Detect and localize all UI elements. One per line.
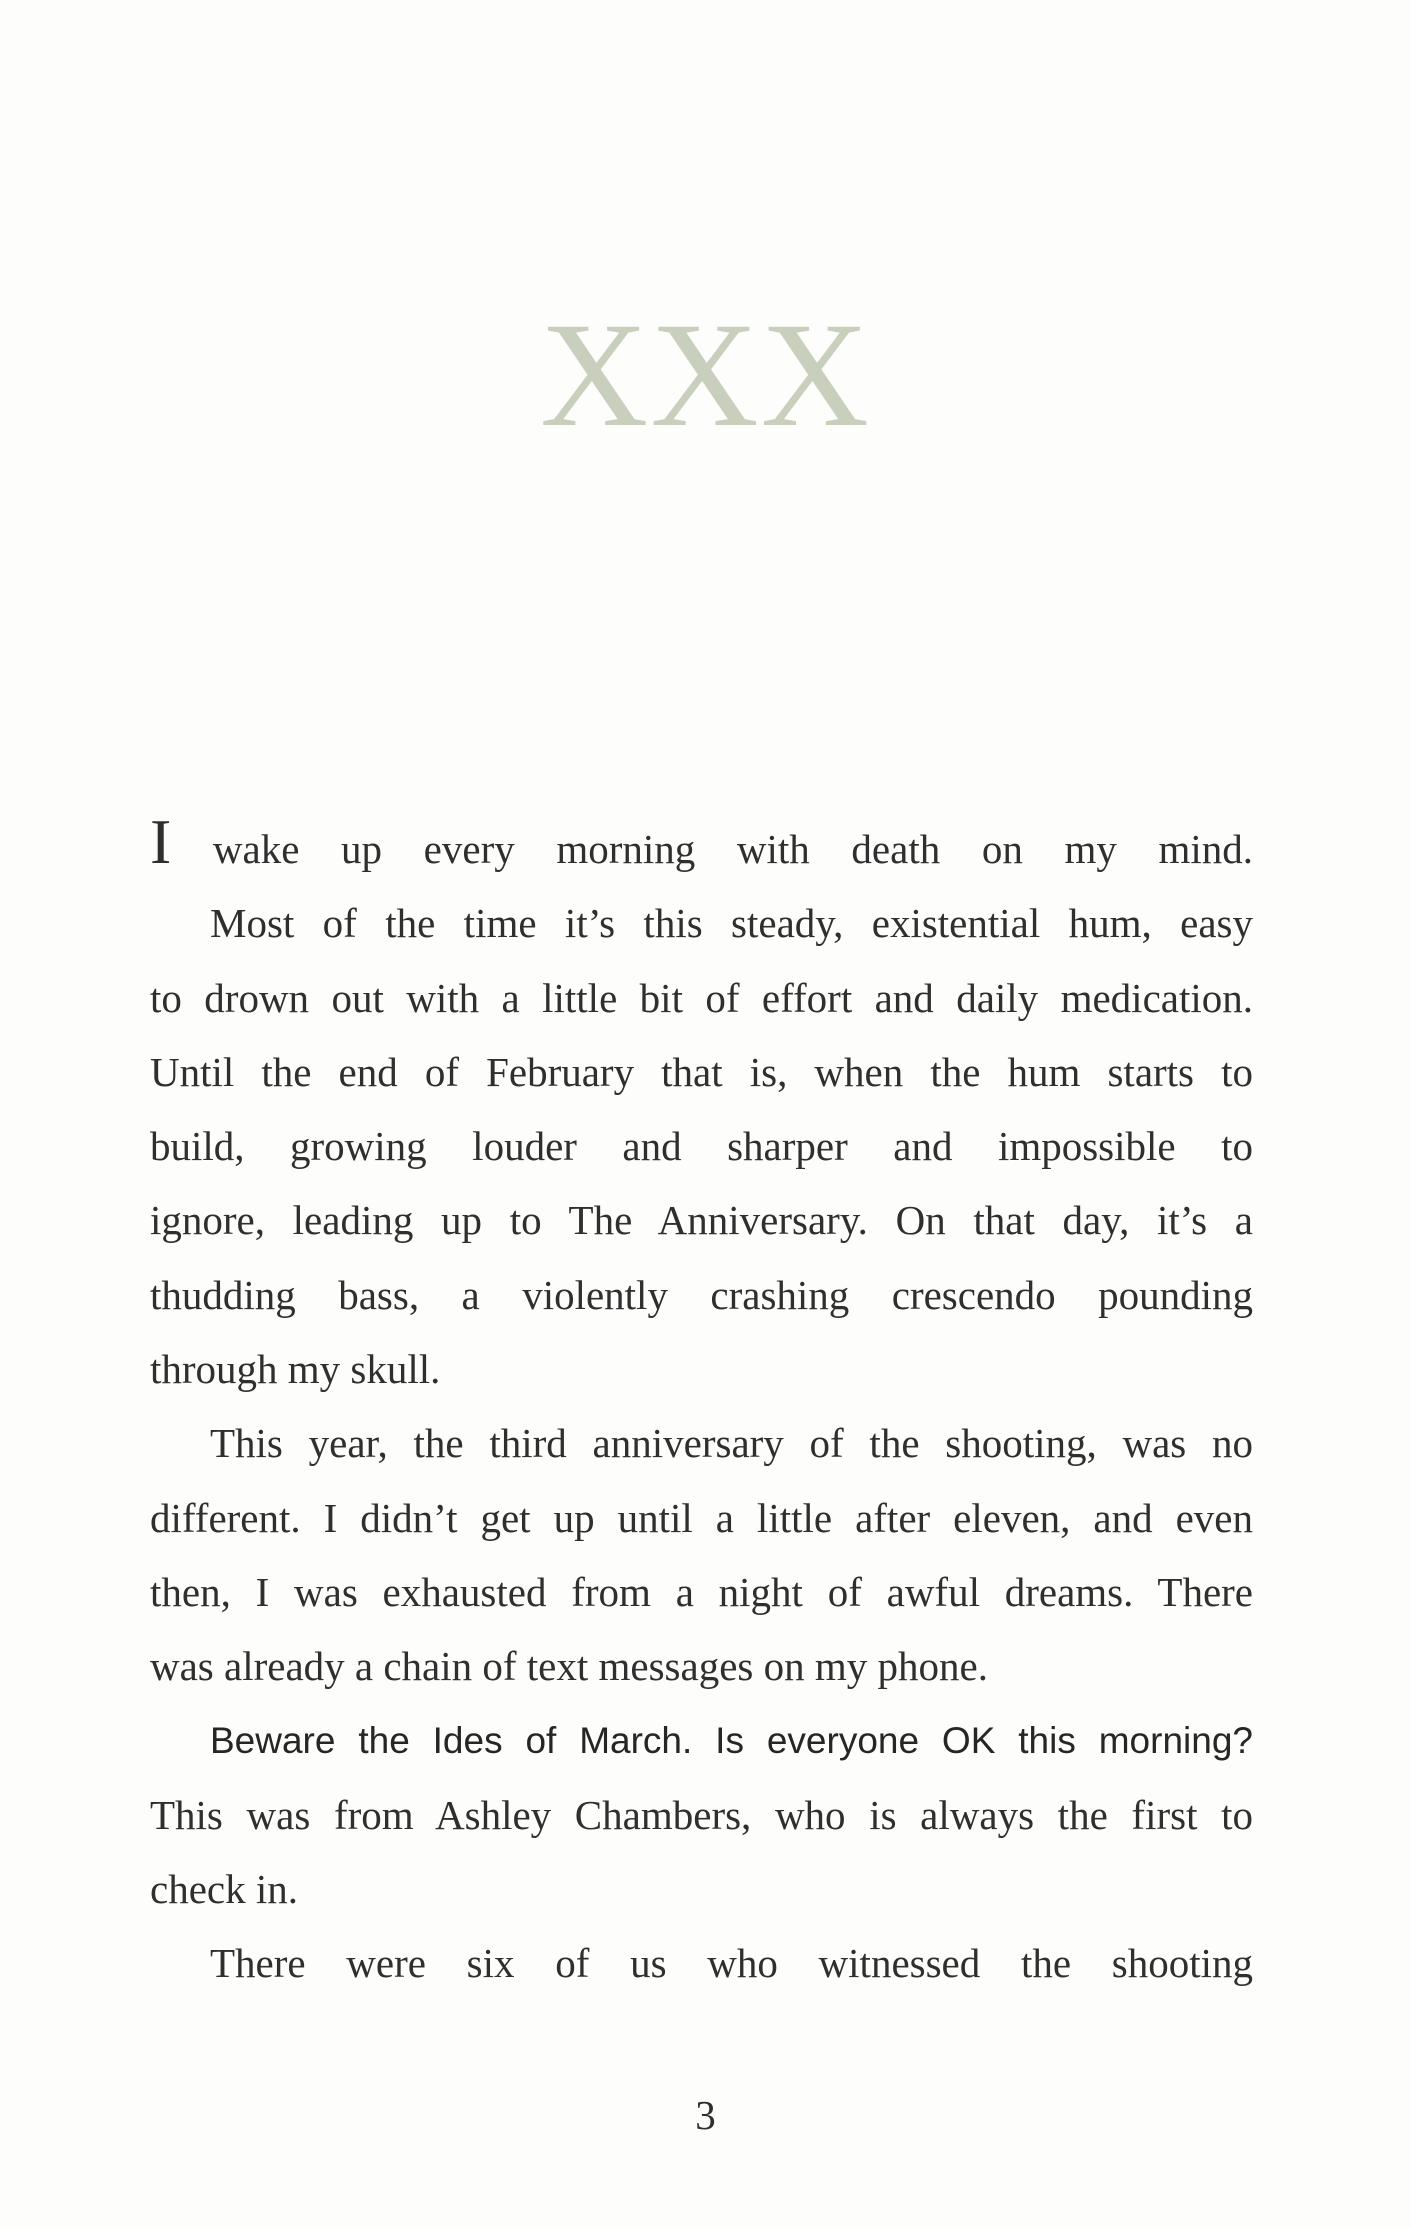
text-line-2: Most of the time it’s this steady, existential hum, easy [210, 900, 1253, 947]
text-line-5: build, growing louder and sharper and impossible to [150, 1123, 1253, 1170]
text-line-4: Until the end of February that is, when the hum starts to [150, 1048, 1253, 1095]
chapter-title: XXX [540, 292, 871, 458]
text-line-14: This was from Ashley Chambers, who is always the first to [150, 1791, 1253, 1838]
text-line-12: was already a chain of text messages on my phone. [150, 1643, 988, 1690]
text-line-8: through my skull. [150, 1346, 441, 1393]
text-line-3: to drown out with a little bit of effort and daily medication. [150, 974, 1253, 1021]
text-line-9: This year, the third anniversary of the shooting, was no [210, 1420, 1253, 1467]
text-line-1 [150, 806, 1253, 886]
text-line-16: There were six of us who witnessed the shooting [210, 1940, 1253, 1987]
page-number: 3 [695, 2092, 716, 2138]
text-line-6: ignore, leading up to The Anniversary. On that day, it’s a [150, 1197, 1253, 1244]
text-line-11: then, I was exhausted from a night of awful dreams. There [150, 1568, 1253, 1615]
text-line-7: thudding bass, a violently crashing crescendo pounding [150, 1271, 1253, 1318]
text-message-line: Beware the Ides of March. Is everyone OK this morning? [210, 1719, 1253, 1761]
text-line-10: different. I didn’t get up until a little after eleven, and even [150, 1494, 1253, 1541]
drop-cap: I [150, 806, 172, 877]
body-text [150, 806, 1253, 2001]
text-line-1-rest: wake up every morning with death on my mind. [171, 826, 1253, 872]
text-line-15: check in. [150, 1866, 298, 1913]
